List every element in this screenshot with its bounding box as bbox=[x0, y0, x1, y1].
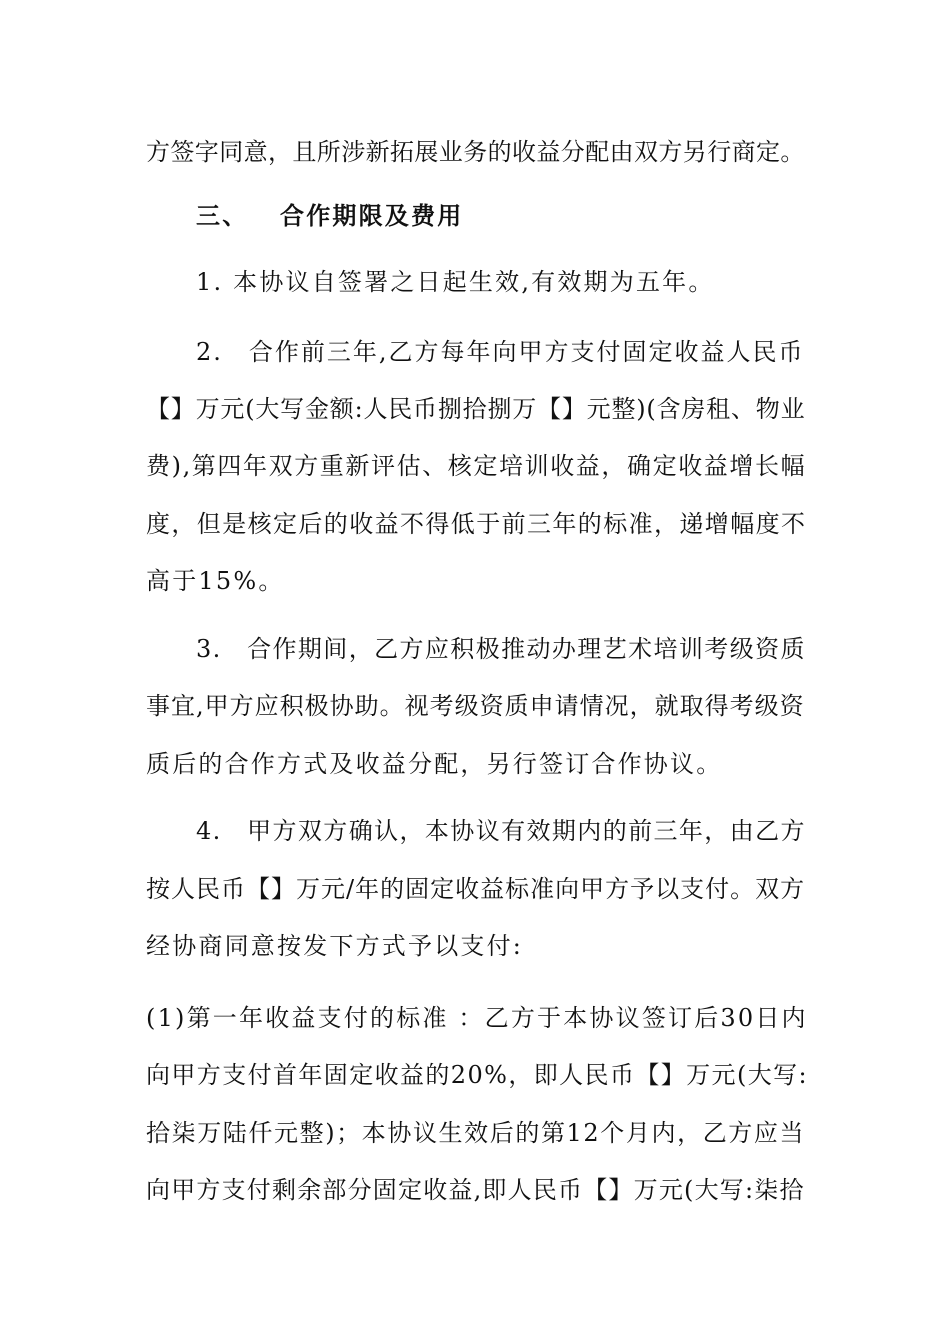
text-line: 经协商同意按发下方式予以支付: bbox=[146, 932, 524, 960]
text-line: 3. 合作期间，乙方应积极推动办理艺术培训考级资质 bbox=[196, 635, 806, 663]
text-line: 度，但是核定后的收益不得低于前三年的标准，递增幅度不 bbox=[146, 510, 807, 538]
section-title: 合作期限及费用 bbox=[280, 202, 464, 230]
text-line: 向甲方支付剩余部分固定收益,即人民币【】万元(大写:柒拾 bbox=[146, 1176, 805, 1204]
text-line: 拾柒万陆仟元整)；本协议生效后的第12个月内，乙方应当 bbox=[146, 1119, 806, 1147]
text-line: 按人民币【】万元/年的固定收益标准向甲方予以支付。双方 bbox=[146, 875, 806, 903]
text-line: 1. 本协议自签署之日起生效,有效期为五年。 bbox=[196, 268, 715, 296]
section-number: 三、 bbox=[196, 202, 249, 230]
text-line: 费),第四年双方重新评估、核定培训收益，确定收益增长幅 bbox=[146, 452, 807, 480]
text-line: 方签字同意，且所涉新拓展业务的收益分配由双方另行商定。 bbox=[146, 138, 805, 166]
text-line: 4. 甲方双方确认，本协议有效期内的前三年，由乙方 bbox=[196, 817, 806, 845]
text-line: 高于15%。 bbox=[146, 567, 285, 595]
text-line: (1)第一年收益支付的标准 ：乙方于本协议签订后30日内 bbox=[146, 1004, 808, 1032]
text-line: 【】万元(大写金额:人民币捌拾捌万【】元整)(含房租、物业 bbox=[146, 395, 806, 423]
text-line: 向甲方支付首年固定收益的20%，即人民币【】万元(大写: bbox=[146, 1061, 808, 1089]
text-line: 质后的合作方式及收益分配，另行签订合作协议。 bbox=[146, 750, 723, 778]
text-line: 2. 合作前三年,乙方每年向甲方支付固定收益人民币 bbox=[196, 338, 805, 366]
section-heading bbox=[196, 201, 463, 231]
text-line: 事宜,甲方应积极协助。视考级资质申请情况，就取得考级资 bbox=[146, 692, 805, 720]
